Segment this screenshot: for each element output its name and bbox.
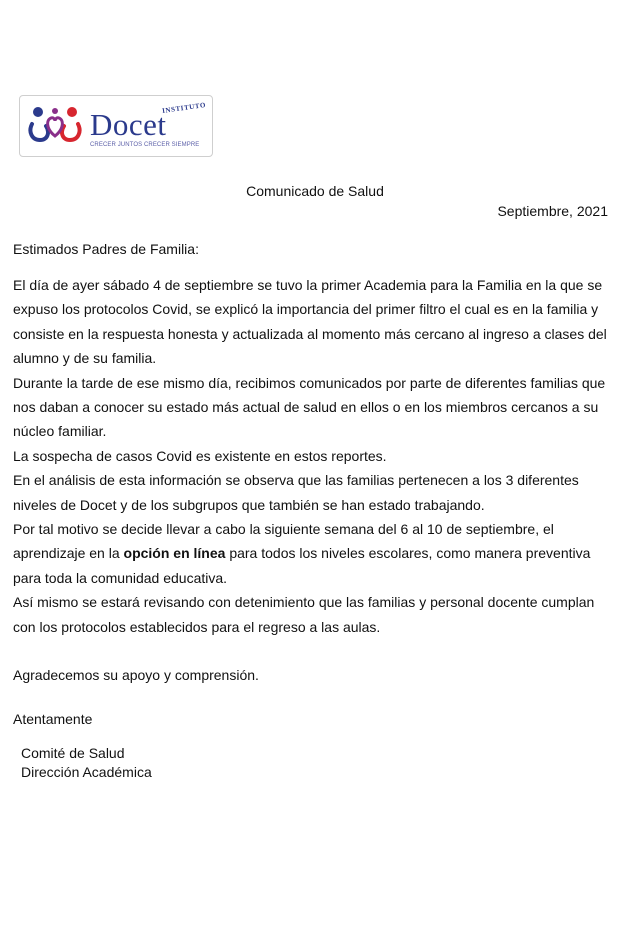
farewell: Atentamente [13,711,93,727]
online-option-emphasis: opción en línea [123,545,226,562]
document-title: Comunicado de Salud [246,183,384,199]
paragraph-6: Así mismo se estará revisando con detenimiento que las familias y personal docente cumplan con los protocolos establecidos para el regreso a las aulas. [13,594,595,635]
paragraph-5-end: para todos los niveles escolares, como manera preventiva para toda la comunidad educativa. [13,545,591,586]
paragraph-4: En el análisis de esta información se observa que las familias pertenecen a los 3 diferentes niveles de Docet y de los subgrupos que también se han estado trabajando. [13,472,579,513]
logo-instituto-label: INSTITUTO [161,100,207,116]
signature-direction: Dirección Académica [21,764,152,780]
paragraph-2: Durante la tarde de ese mismo día, recibimos comunicados por parte de diferentes familias que nos daban a conocer su estado más actual de salud en ellos o en los miembros cercanos a su núcleo familiar. [13,374,606,440]
paragraph-5-start: Por tal motivo se decide llevar a cabo la siguiente semana del 6 al 10 de septiembre, el aprendizaje en la [13,521,554,562]
signature-block [21,744,152,782]
paragraph-3: La sospecha de casos Covid es existente en estos reportes. [13,447,387,464]
greeting: Estimados Padres de Familia: [13,241,199,257]
institution-logo [19,95,213,157]
logo-tagline: CRECER JUNTOS CRECER SIEMPRE [90,142,200,148]
paragraph-1: El día de ayer sábado 4 de septiembre se tuvo la primer Academia para la Familia en la que se expuso los protocolos Covid, se explicó la importancia del primer filtro el cual es en la familia y consiste en la respuesta honesta y actualizada al momento más cercano al ingreso a clases del alumno y de su familia. [13,277,607,367]
signature-committee: Comité de Salud [21,745,125,761]
family-heart-icon [26,102,86,146]
paragraph-5 [13,517,613,590]
closing-line: Agradecemos su apoyo y comprensión. [13,667,259,683]
logo-name: Docet [90,107,167,142]
document-date: Septiembre, 2021 [497,203,608,219]
letter-body [13,273,613,639]
